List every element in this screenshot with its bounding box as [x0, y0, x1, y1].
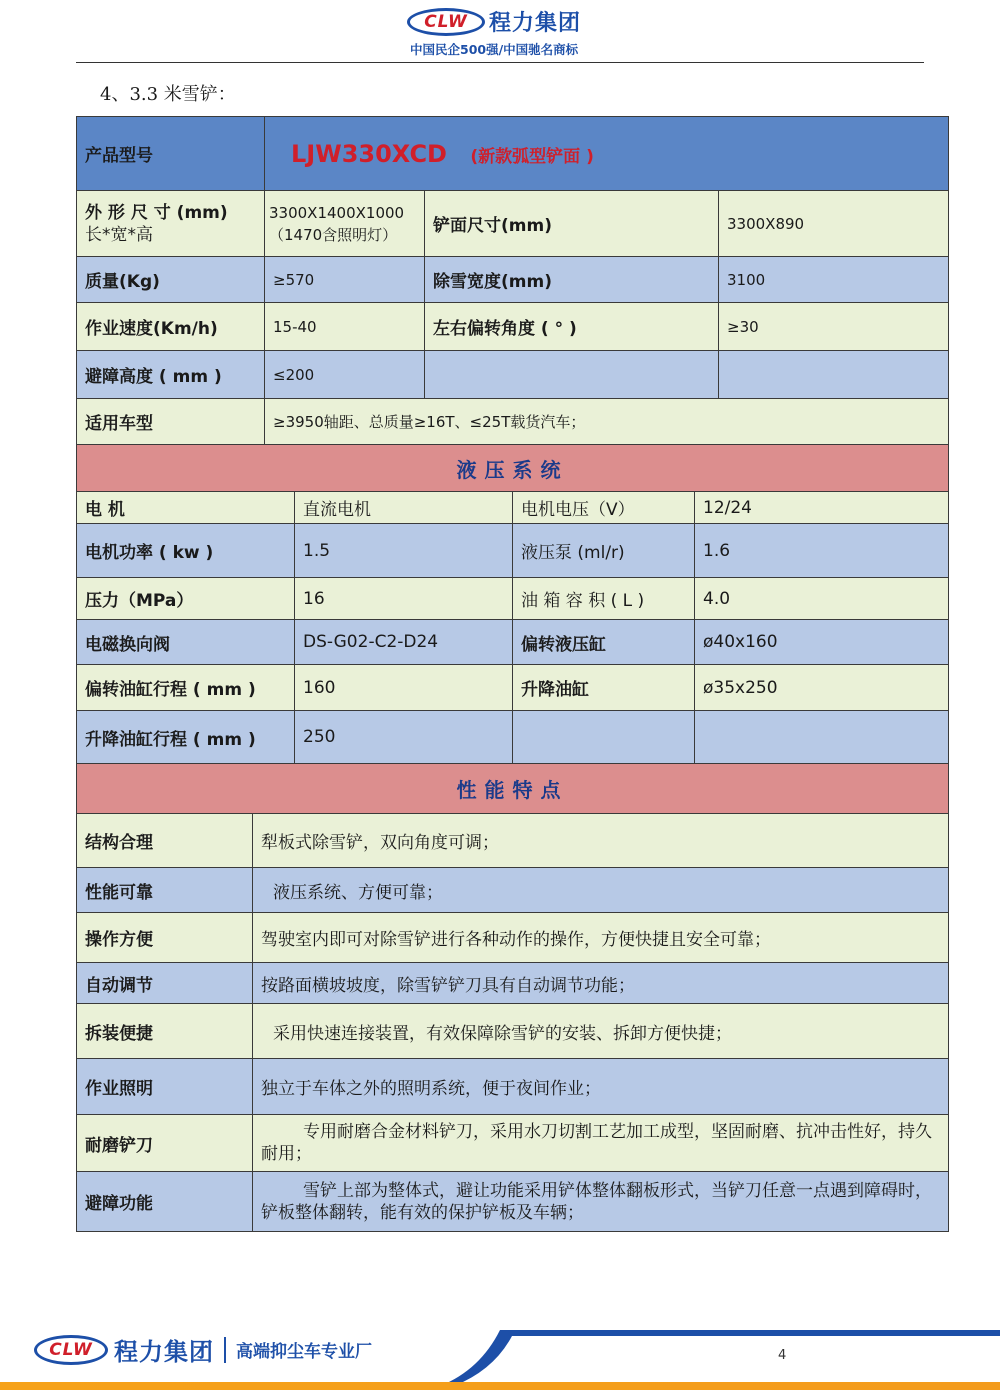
spec-key: 避障高度 ( mm )	[77, 351, 265, 399]
feature-key: 耐磨铲刀	[77, 1115, 253, 1172]
table-row	[77, 351, 949, 399]
spec-value	[265, 191, 425, 257]
feature-value: 驾驶室内即可对除雪铲进行各种动作的操作，方便快捷且安全可靠；	[253, 913, 949, 963]
spec-key: 作业速度(Km/h)	[77, 303, 265, 351]
spec-key	[77, 191, 265, 257]
hydraulic-title: 液压系统	[77, 445, 949, 492]
table-row	[77, 1115, 949, 1172]
header-tagline: 中国民企500强/中国驰名商标	[410, 42, 579, 57]
table-row	[77, 814, 949, 868]
spec-key: 液压泵 (ml/r)	[513, 524, 695, 578]
spec-key: 电机电压（V）	[513, 492, 695, 524]
page-header	[0, 0, 1000, 62]
spec-value: 4.0	[695, 578, 949, 620]
table-row	[77, 868, 949, 913]
spec-key: 偏转液压缸	[513, 620, 695, 665]
table-row	[77, 1004, 949, 1059]
model-label: 产品型号	[77, 117, 265, 191]
spec-value: 16	[295, 578, 513, 620]
spec-key: 电 机	[77, 492, 295, 524]
features-header-row	[77, 764, 949, 814]
spec-value: 250	[295, 711, 513, 764]
clw-logo-mark: CLW	[34, 1335, 108, 1365]
model-row	[77, 117, 949, 191]
feature-value: 雪铲上部为整体式，避让功能采用铲体整体翻板形式，当铲刀任意一点遇到障碍时，铲板整体翻转，能有效的保护铲板及车辆；	[253, 1172, 949, 1232]
header-brand: 程力集团	[489, 11, 582, 36]
table-row	[77, 665, 949, 711]
spec-value	[695, 711, 949, 764]
spec-key-line2: 长*宽*高	[85, 224, 153, 245]
footer-accent-bar	[0, 1382, 1000, 1390]
table-row	[77, 1172, 949, 1232]
clw-logo-mark: CLW	[407, 8, 485, 36]
spec-value: 1.5	[295, 524, 513, 578]
spec-value: DS-G02-C2-D24	[295, 620, 513, 665]
table-row	[77, 913, 949, 963]
features-table	[76, 763, 949, 1232]
table-row	[77, 399, 949, 445]
spec-value	[719, 351, 949, 399]
table-row	[77, 963, 949, 1004]
page-footer	[0, 1320, 1000, 1390]
spec-key: 偏转油缸行程 ( mm )	[77, 665, 295, 711]
spec-key	[425, 351, 719, 399]
header-logo	[407, 6, 581, 37]
spec-key: 电机功率 ( kw )	[77, 524, 295, 578]
spec-key: 适用车型	[77, 399, 265, 445]
feature-value: 液压系统、方便可靠；	[253, 868, 949, 913]
spec-key	[513, 711, 695, 764]
spec-key: 电磁换向阀	[77, 620, 295, 665]
table-row	[77, 191, 949, 257]
feature-value: 专用耐磨合金材料铲刀，采用水刀切割工艺加工成型，坚固耐磨、抗冲击性好，持久耐用；	[253, 1115, 949, 1172]
spec-key: 油 箱 容 积 ( L )	[513, 578, 695, 620]
hydraulic-header-row	[77, 445, 949, 492]
spec-key: 升降油缸	[513, 665, 695, 711]
table-row	[77, 303, 949, 351]
footer-slogan: 高端抑尘车专业厂	[236, 1342, 372, 1362]
feature-key: 结构合理	[77, 814, 253, 868]
spec-value-line1: 3300X1400X1000	[269, 203, 405, 222]
header-divider	[76, 62, 924, 63]
spec-value: ≥3950轴距、总质量≥16T、≤25T载货汽车；	[265, 399, 949, 445]
hydraulic-table	[76, 444, 949, 764]
table-row	[77, 711, 949, 764]
footer-logo	[34, 1332, 372, 1367]
feature-value: 采用快速连接装置，有效保障除雪铲的安装、拆卸方便快捷；	[253, 1004, 949, 1059]
feature-value: 犁板式除雪铲，双向角度可调；	[253, 814, 949, 868]
spec-value: 3300X890	[719, 191, 949, 257]
page-number: 4	[778, 1348, 787, 1363]
spec-value: 1.6	[695, 524, 949, 578]
feature-value: 按路面横坡坡度，除雪铲铲刀具有自动调节功能；	[253, 963, 949, 1004]
model-cell	[265, 117, 949, 191]
features-title: 性能特点	[77, 764, 949, 814]
spec-value: 12/24	[695, 492, 949, 524]
spec-value-line2: （1470含照明灯）	[269, 225, 398, 244]
feature-key: 性能可靠	[77, 868, 253, 913]
spec-key: 铲面尺寸(mm)	[425, 191, 719, 257]
model-note: (新款弧型铲面 )	[470, 146, 594, 167]
table-row	[77, 620, 949, 665]
table-row	[77, 524, 949, 578]
table-row	[77, 578, 949, 620]
spec-key: 压力（MPa）	[77, 578, 295, 620]
spec-key: 质量(Kg)	[77, 257, 265, 303]
spec-key: 升降油缸行程 ( mm )	[77, 711, 295, 764]
spec-value: ø40x160	[695, 620, 949, 665]
footer-brand: 程力集团	[114, 1338, 214, 1366]
footer-wave-decoration	[440, 1330, 1000, 1386]
spec-value: 直流电机	[295, 492, 513, 524]
feature-key: 拆装便捷	[77, 1004, 253, 1059]
spec-value: ≥30	[719, 303, 949, 351]
feature-key: 自动调节	[77, 963, 253, 1004]
footer-separator	[224, 1337, 226, 1363]
spec-key-line1: 外 形 尺 寸 (mm)	[85, 202, 228, 223]
spec-value: 160	[295, 665, 513, 711]
spec-key: 除雪宽度(mm)	[425, 257, 719, 303]
section-title: 4、3.3 米雪铲：	[100, 84, 236, 105]
feature-value: 独立于车体之外的照明系统，便于夜间作业；	[253, 1059, 949, 1115]
feature-key: 操作方便	[77, 913, 253, 963]
spec-value: 3100	[719, 257, 949, 303]
model-value: LJW330XCD	[291, 139, 447, 168]
feature-key: 作业照明	[77, 1059, 253, 1115]
spec-value: ≤200	[265, 351, 425, 399]
table-row	[77, 257, 949, 303]
feature-key: 避障功能	[77, 1172, 253, 1232]
spec-value: ø35x250	[695, 665, 949, 711]
spec-table	[76, 116, 949, 445]
table-row	[77, 1059, 949, 1115]
table-row	[77, 492, 949, 524]
spec-value: 15-40	[265, 303, 425, 351]
spec-key: 左右偏转角度 ( ° )	[425, 303, 719, 351]
spec-value: ≥570	[265, 257, 425, 303]
